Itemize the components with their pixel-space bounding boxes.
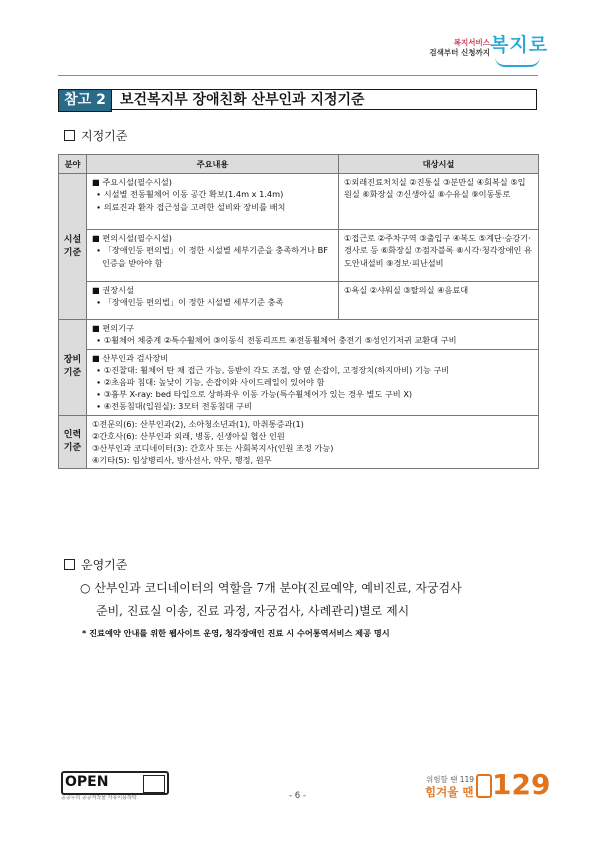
row-heading: ■ 주요시설(필수시설) [92,177,172,188]
list-item: ∙ ①휠체어 체중계 ②특수휠체어 ③이동식 전동리프트 ④전동휠체어 충전기 ⑤성인기저귀 교환대 구비 [96,335,457,346]
list-item: ①전문의(6): 산부인과(2), 소아청소년과(1), 마취통증과(1) [92,418,304,429]
circle-bullet-icon: ○ [80,581,91,595]
category-facility: 시설 기준 [59,174,87,320]
list-item: ②간호사(6): 산부인과 외래, 병동, 신생아실 협산 인원 [92,430,285,441]
table-cell [87,174,339,230]
phone-icon [476,774,492,798]
page-number: - 6 - [289,791,306,801]
hotline-small: 위험할 땐 119 [426,775,475,784]
category-staff: 인력 기준 [59,415,87,469]
table-cell [339,282,539,320]
table-cell [87,349,539,415]
bokjiro-logo: 복지로 [490,34,549,56]
row-heading: ■ 편의시설(필수시설) [92,233,172,244]
header-rule [58,75,538,76]
table-cell [339,230,539,282]
list-item: ∙ 시설별 전동휠체어 이동 공간 확보(1.4m x 1.4m) [96,189,284,200]
operation-line2: 준비, 진료실 이송, 진료 과정, 자궁검사, 사례관리)별로 제시 [96,604,410,618]
col-header-field: 분야 [59,155,87,174]
header-logo-text [420,38,490,58]
row-heading: ■ 권장시설 [92,285,134,296]
section-heading-criteria [64,127,127,144]
checkbox-square-icon [64,130,75,141]
target-text: ①외래진료처치실 ②진통실 ③분만실 ④회복실 ⑤입원실 ⑥화장실 ⑦신생아실 ⑧수유실 ⑨이동통로 [344,177,526,200]
col-header-content: 주요내용 [87,155,339,174]
section-heading-operation [64,556,127,573]
table-cell [87,230,339,282]
list-item: ∙ ③흉부 X-ray: bed 타입으로 상하좌우 이동 가능(특수휠체어가 있는 경우 별도 구비 X) [96,389,413,400]
category-equipment: 장비 기준 [59,320,87,415]
logo-line1: 복지서비스 [453,38,490,47]
hotline-number: 129 [492,768,551,801]
operation-text: 산부인과 코디네이터의 역할을 7개 분야(진료예약, 예비진료, 자궁검사 [94,581,462,595]
list-item: ∙ 의료진과 환자 접근성을 고려한 설비와 장비를 배치 [96,201,286,212]
page-title: 보건복지부 장애친화 산부인과 지정기준 [110,89,537,110]
table-cell [87,415,539,469]
hotline-big: 힘겨울 땐 [425,785,474,799]
reference-tag: 참고 2 [58,89,112,112]
operation-line1 [80,577,550,599]
section-title: 지정기준 [81,129,128,143]
list-item: ∙ ②초음파 침대: 높낮이 기능, 손잡이와 사이드레일이 있어야 함 [96,377,325,388]
list-item: ∙ 「장애인등 편의법」이 정한 시설별 세부기준을 충족하거나 BF 인증을 받아야 함 [96,245,328,268]
checkbox-square-icon [64,559,75,570]
table-cell [87,320,539,349]
operation-note: * 진료예약 안내를 위한 웹사이트 운영, 청각장애인 진료 시 수어통역서비스 제공 명시 [82,628,390,638]
logo-swoosh-icon [495,57,540,67]
col-header-target: 대상시설 [339,155,539,174]
list-item: ④기타(5): 임상병리사, 방사선사, 약무, 행정, 원무 [92,455,272,466]
open-label: OPEN [65,774,109,790]
list-item: ∙ ④전동침대(입원실): 3모터 전동침대 구비 [96,401,252,412]
row-heading: ■ 편의기구 [92,323,134,334]
target-text: ①접근로 ②주차구역 ③출입구 ④복도 ⑤계단·승강기·경사로 등 ⑥화장실 ⑦점자블록 ⑧시각·청각장애인 유도안내설비 ⑨경보·피난설비 [344,233,532,268]
row-heading: ■ 산부인과 검사장비 [92,352,169,363]
list-item: ∙ ①진찰대: 휠체어 탄 채 접근 가능, 등받이 각도 조절, 양 옆 손잡이, 고정장치(하지마비) 기능 구비 [96,364,450,375]
target-text: ①욕실 ②샤워실 ③탈의실 ④음료대 [344,285,469,296]
open-caption: 공공누리 공공저작물 자유이용허락 [61,795,137,801]
list-item: ∙ 「장애인등 편의법」이 정한 시설별 세부기준 충족 [96,297,284,308]
logo-line2: 검색부터 신청까지 [429,48,490,57]
table-cell [87,282,339,320]
criteria-table [58,154,539,469]
section-title: 운영기준 [81,558,128,572]
list-item: ③산부인과 코디네이터(3): 간호사 또는 사회복지사(인원 조정 가능) [92,443,334,454]
table-cell [339,174,539,230]
